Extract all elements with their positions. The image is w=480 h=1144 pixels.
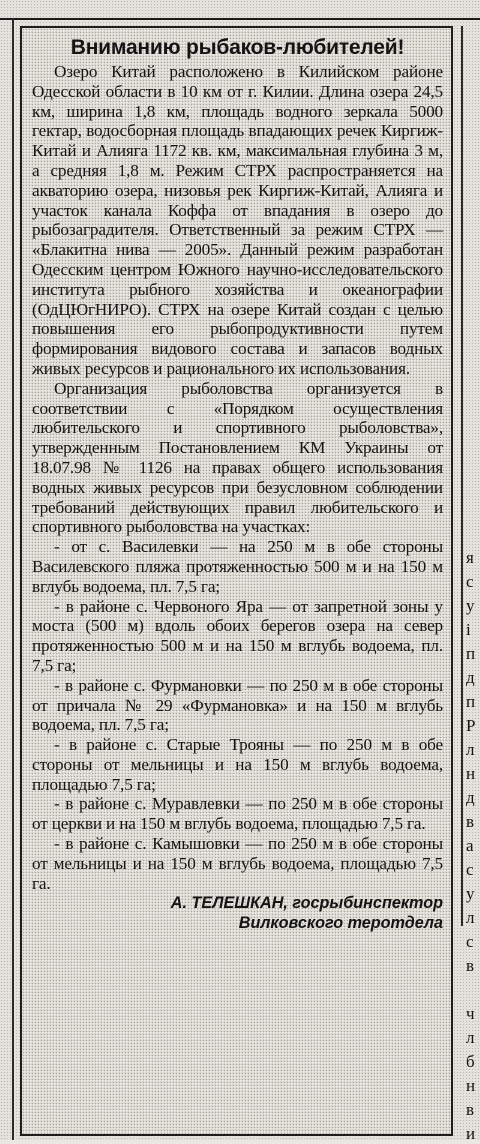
fragment-letter: д xyxy=(466,788,475,807)
fragment-letter: а xyxy=(466,836,474,855)
fragment-letter: н xyxy=(466,764,476,783)
article-paragraph: Организация рыболовства организуется в соответствии с «Порядком осуществления любительского и спортивного рыболовства», утвержденным Постановлением КМ Украины от 18.07.98 № 1126 на правах общего использования водных живых ресурсов при безусловном соблюдении требований действующих правил любительского и спортивного рыболовства на участках: xyxy=(32,378,443,537)
fishing-area-item: - в районе с. Фурмановки — по 250 м в обе стороны от причала № 29 «Фурмановка» и на 150 м вглубь водоема, пл. 7,5 га; xyxy=(32,675,443,735)
fishing-area-item: - от с. Василевки — на 250 м в обе стороны Василевского пляжа протяженностью 500 м и на 150 м вглубь водоема, пл. 7,5 га; xyxy=(32,537,443,596)
fragment-letter: у xyxy=(466,596,475,615)
fishing-area-item: - в районе с. Муравлевки — по 250 м в обе стороны от церкви и на 150 м вглубь водоема, площадью 7,5 га. xyxy=(32,794,443,834)
top-divider xyxy=(0,18,480,20)
article-title: Вниманию рыбаков-любителей! xyxy=(70,36,405,59)
fragment-letter: я xyxy=(466,548,474,567)
fishing-area-item: - в районе с. Старые Трояны — по 250 м в обе стороны от мельницы и на 150 м вглубь водоема, площадью 7,5 га; xyxy=(32,735,443,794)
fragment-letter: Р xyxy=(466,716,476,735)
fragment-letter: л xyxy=(466,1028,475,1047)
fragment-letter: п xyxy=(466,644,476,663)
fragment-letter: в xyxy=(466,1100,475,1119)
fragment-letter: и xyxy=(466,1124,476,1143)
fragment-letter: л xyxy=(466,908,475,927)
fishing-area-item: - в районе с. Червоного Яра — от запретной зоны у моста (500 м) вдоль обоих берегов озера на север протяженностью 500 м и на 150 м вглубь водоема, пл. 7,5 га; xyxy=(32,596,443,675)
fragment-letter: с xyxy=(466,572,474,591)
left-column-divider xyxy=(12,18,14,1140)
right-column-divider xyxy=(461,26,463,926)
fragment-letter: в xyxy=(466,956,475,975)
fragment-letter: с xyxy=(466,932,474,951)
fragment-letter: н xyxy=(466,1076,476,1095)
fragment-letter: л xyxy=(466,740,475,759)
fishing-area-item: - в районе с. Камышовки — по 250 м в обе стороны от мельницы и на 150 м вглубь водоема, площадью 7,5 га. xyxy=(32,834,443,893)
fragment-letter: с xyxy=(466,860,474,879)
author-department: Вилковского теротдела xyxy=(238,914,443,933)
article-paragraph: Озеро Китай расположено в Килийском районе Одесской области в 10 км от г. Килии. Длина озера 24,5 км, ширина 1,8 км, площадь водного зеркала 5000 гектар, водосборная площадь впадающих речек Киргиж-Китай и Алияга 1172 кв. км, максимальная глубина 3 м, а средняя 1,8 м. Режим СТРХ распространяется на акваторию озера, низовья рек Киргиж-Китай, Алияга и участок канала Коффа от впадания в озеро до рыбозаградителя. Ответственный за режим СТРХ — «Блакитна нива — 2005». Данный режим разработан Одесским центром Южного научно-исследовательского института рыбного хозяйства и океанографии (ОдЦЮгНИРО). СТРХ на озере Китай создан с целью повышения его рыбопродуктивности путем формирования видового состава и запасов водных живых ресурсов и рационального их использования. xyxy=(32,62,443,378)
fragment-letter: і xyxy=(466,620,471,639)
fragment-letter: п xyxy=(466,692,476,711)
fragment-letter: у xyxy=(466,884,475,903)
fragment-letter: ч xyxy=(466,1004,475,1023)
fragment-letter: б xyxy=(466,1052,475,1071)
article-box xyxy=(20,26,453,1136)
fragment-letter: д xyxy=(466,668,475,687)
author-signature: А. ТЕЛЕШКАН, госрыбинспектор xyxy=(170,894,443,913)
fragment-letter: в xyxy=(466,812,475,831)
